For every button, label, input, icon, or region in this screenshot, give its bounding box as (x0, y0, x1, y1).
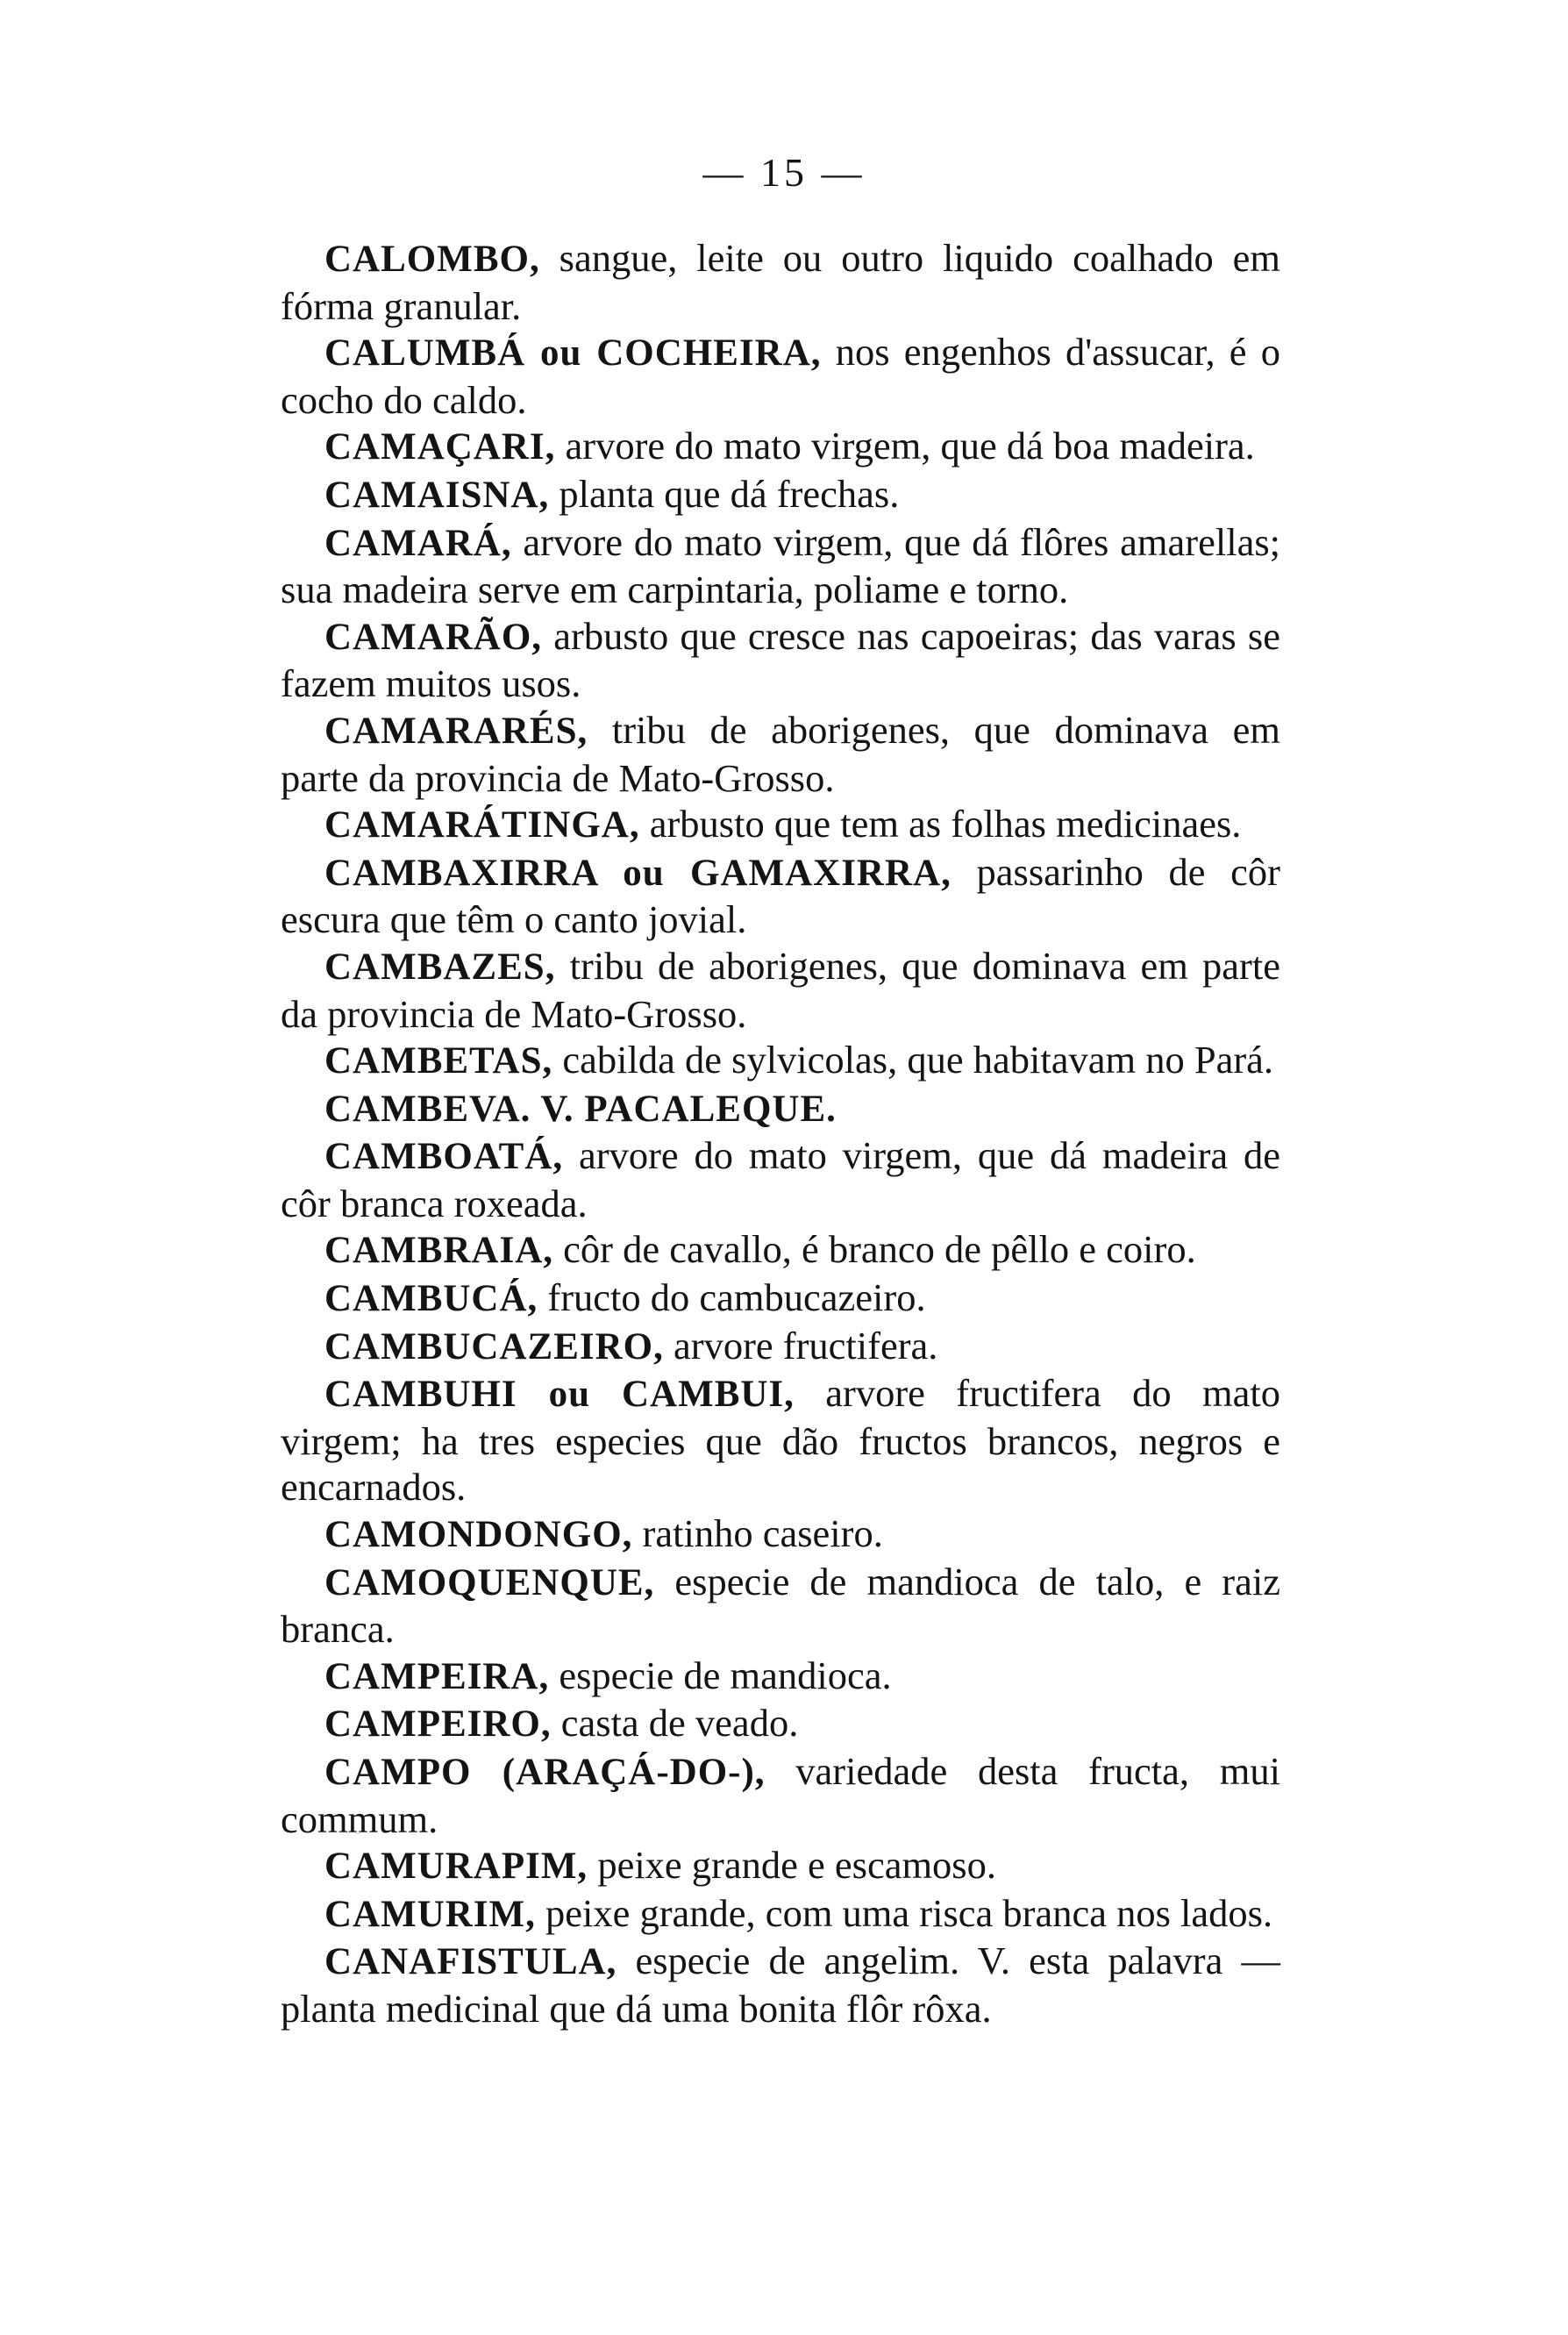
definition: arvore do mato virgem, que dá boa madeira. (555, 424, 1255, 468)
definition: peixe grande, com uma risca branca nos lados. (535, 1890, 1273, 1935)
dictionary-entry (281, 1226, 1280, 1275)
headword: CAMBETAS, (324, 1040, 553, 1082)
definition: arvore do mato virgem, que dá flôres amarellas; sua madeira serve em carpintaria, poliame e torno. (281, 519, 1280, 612)
definition: peixe grande e escamoso. (588, 1843, 997, 1888)
definition: tribu de aborigenes, que dominava em parte da provincia de Mato-Grosso. (281, 707, 1280, 800)
headword: CAMURAPIM, (324, 1846, 588, 1888)
definition: fructo do cambucazeiro. (538, 1275, 926, 1320)
headword: CAMARÃO, (324, 616, 543, 658)
headword: CAMAISNA, (324, 474, 550, 516)
dictionary-entry (281, 1085, 1280, 1133)
headword: CALUMBÁ ou COCHEIRA, (324, 332, 822, 375)
headword: CAMARÁ, (324, 522, 512, 564)
headword: CAMBRAIA, (324, 1230, 554, 1272)
dictionary-entry (281, 1559, 1280, 1653)
dictionary-entry (281, 471, 1280, 519)
headword: CAMPO (ARAÇÁ-DO-), (324, 1752, 766, 1793)
dictionary-entry (281, 1700, 1280, 1748)
headword: CAMBUCAZEIRO, (324, 1325, 664, 1367)
dictionary-entry (281, 1323, 1280, 1371)
definition: tribu de aborigenes, que dominava em parte da provincia de Mato-Grosso. (281, 943, 1280, 1036)
headword: CALOMBO, (324, 239, 540, 280)
definition: especie de angelim. V. esta palavra — planta medicinal que dá uma bonita flôr rôxa. (281, 1939, 1280, 2031)
definition: especie de mandioca. (549, 1653, 892, 1697)
definition: arvore do mato virgem, que dá madeira de côr branca roxeada. (281, 1133, 1280, 1225)
definition: arbusto que tem as folhas medicinaes. (639, 802, 1242, 846)
headword: CAMARARÉS, (324, 710, 588, 752)
dictionary-entry (281, 519, 1280, 613)
definition: planta que dá frechas. (549, 471, 900, 516)
dictionary-entry (281, 1890, 1280, 1939)
headword: CAMARÁTINGA, (324, 804, 640, 846)
headword: CAMOQUENQUE, (324, 1561, 655, 1603)
definition: arvore fructifera. (663, 1323, 938, 1367)
definition: côr de cavallo, é branco de pêllo e coiro. (553, 1227, 1196, 1272)
headword: CAMAÇARI, (324, 426, 556, 468)
headword: CAMBEVA. V. PACALEQUE. (324, 1088, 837, 1130)
definition: nos engenhos d'assucar, é o cocho do caldo. (281, 330, 1280, 422)
dictionary-entry (281, 707, 1280, 801)
dictionary-entry (281, 1842, 1280, 1890)
dictionary-entry (281, 1037, 1280, 1085)
headword: CAMBAXIRRA ou GAMAXIRRA, (324, 852, 951, 894)
dictionary-entry (281, 1938, 1280, 2032)
definition: especie de mandioca de talo, e raiz branca. (281, 1559, 1280, 1652)
definition: cabilda de sylvicolas, que habitavam no Pará. (552, 1038, 1274, 1082)
headword: CAMBOATÁ, (324, 1136, 564, 1178)
definition: variedade desta fructa, mui commum. (281, 1749, 1280, 1841)
definition: arvore fructifera do mato virgem; ha tres especies que dão fructos brancos, negros e encarnados. (281, 1371, 1281, 1510)
dictionary-entry (281, 1748, 1280, 1842)
headword: CAMBAZES, (324, 946, 556, 988)
dictionary-entry (281, 1370, 1280, 1510)
definition: ratinho caseiro. (632, 1511, 883, 1556)
headword: CANAFISTULA, (324, 1941, 617, 1983)
dictionary-entry (281, 1275, 1280, 1323)
page-number: — 15 — (702, 150, 866, 195)
dictionary-entry (281, 849, 1280, 943)
definition: sangue, leite ou outro liquido coalhado em fórma granular. (281, 236, 1280, 328)
headword: CAMBUHI ou CAMBUI, (324, 1374, 795, 1416)
dictionary-entry (281, 1510, 1280, 1559)
dictionary-entry (281, 801, 1280, 849)
dictionary-entry (281, 235, 1280, 329)
dictionary-entry (281, 1653, 1280, 1701)
dictionary-entry (281, 329, 1280, 423)
definition: passarinho de côr escura que têm o canto jovial. (281, 849, 1280, 942)
definition: casta de veado. (551, 1701, 799, 1746)
dictionary-entry (281, 423, 1280, 471)
headword: CAMPEIRA, (324, 1655, 550, 1697)
headword: CAMURIM, (324, 1893, 536, 1935)
headword: CAMBUCÁ, (324, 1278, 538, 1320)
dictionary-entries (281, 235, 1280, 2032)
dictionary-entry (281, 943, 1280, 1037)
definition: arbusto que cresce nas capoeiras; das varas se fazem muitos usos. (281, 613, 1280, 706)
headword: CAMPEIRO, (324, 1703, 552, 1746)
headword: CAMONDONGO, (324, 1514, 633, 1556)
dictionary-entry (281, 1132, 1280, 1226)
dictionary-entry (281, 613, 1280, 707)
